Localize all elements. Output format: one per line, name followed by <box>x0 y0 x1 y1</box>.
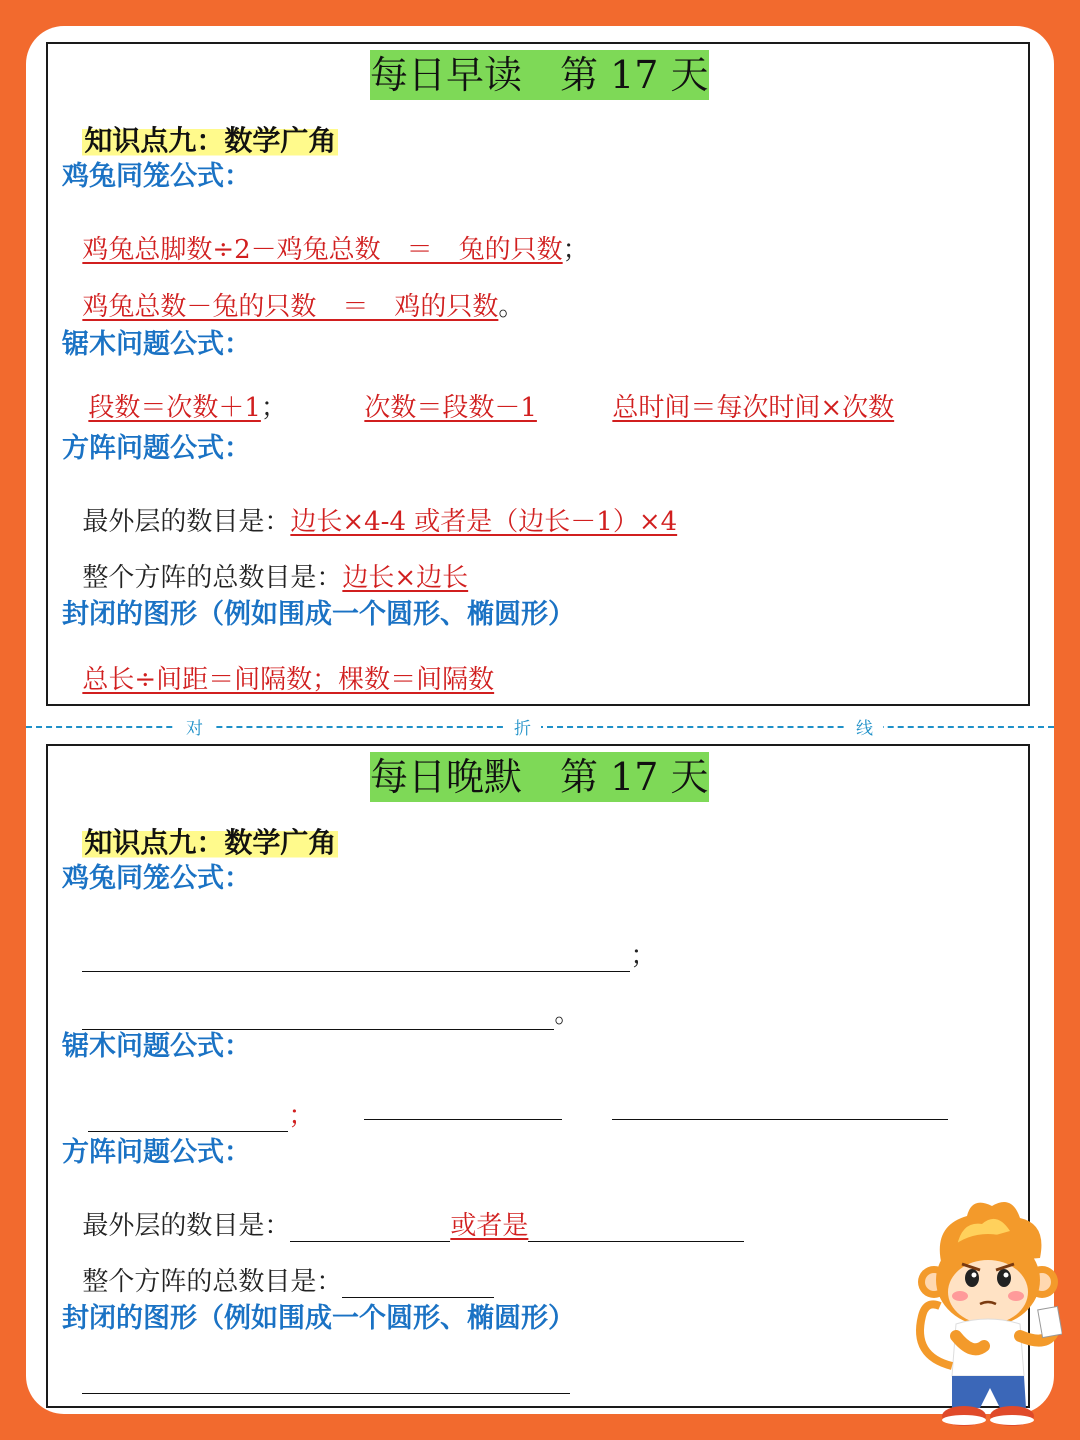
punct: ； <box>630 941 657 971</box>
formula-outer: 边长×4-4 或者是（边长－1）×4 <box>290 507 678 537</box>
evening-saw-blank-3 <box>592 1076 948 1139</box>
total-label: 整个方阵的总数目是： <box>82 563 343 593</box>
punct: 。 <box>498 292 525 322</box>
formula-closed: 总长÷间距＝间隔数；棵数＝间隔数 <box>82 665 495 695</box>
formula-total-time: 总时间＝每次时间×次数 <box>612 393 895 423</box>
morning-heading-saw: 锯木问题公式： <box>62 329 251 360</box>
morning-saw-formula-2 <box>344 368 537 443</box>
evening-heading-chicken-rabbit: 鸡兔同笼公式： <box>62 863 251 894</box>
answer-blank[interactable] <box>82 947 630 972</box>
fold-label-left: 对 <box>176 714 213 739</box>
evening-saw-blank-2 <box>344 1076 562 1139</box>
morning-title: 每日早读 第 17 天 <box>370 50 709 100</box>
punct: ； <box>288 1101 315 1131</box>
answer-blank[interactable] <box>364 1095 562 1120</box>
morning-topic: 知识点九：数学广角 <box>84 124 337 157</box>
morning-heading-chicken-rabbit: 鸡兔同笼公式： <box>62 161 251 192</box>
monkey-mascot-icon <box>912 1196 1062 1432</box>
fold-line <box>26 716 1054 739</box>
total-label: 整个方阵的总数目是： <box>82 1267 343 1297</box>
punct: ； <box>562 235 589 265</box>
formula-cuts: 次数＝段数－1 <box>364 393 537 423</box>
evening-title: 每日晚默 第 17 天 <box>370 752 709 802</box>
answer-blank[interactable] <box>528 1217 744 1242</box>
morning-heading-square: 方阵问题公式： <box>62 433 251 464</box>
outer-label: 最外层的数目是： <box>82 1211 291 1241</box>
morning-closed-formula <box>62 640 494 715</box>
evening-topic: 知识点九：数学广角 <box>84 826 337 859</box>
formula-chicken-count: 鸡兔总数－兔的只数 ＝ 鸡的只数 <box>82 292 499 322</box>
evening-closed-blank <box>62 1350 570 1413</box>
or-text: 或者是 <box>450 1211 529 1241</box>
answer-blank[interactable] <box>342 1273 494 1298</box>
evening-recitation-card <box>46 744 1030 1408</box>
answer-blank[interactable] <box>612 1095 948 1120</box>
formula-rabbit-count: 鸡兔总脚数÷2－鸡兔总数 ＝ 兔的只数 <box>82 235 563 265</box>
morning-reading-card <box>46 42 1030 706</box>
punct: 。 <box>554 999 581 1029</box>
morning-heading-closed: 封闭的图形（例如围成一个圆形、椭圆形） <box>62 599 575 630</box>
evening-heading-closed: 封闭的图形（例如围成一个圆形、椭圆形） <box>62 1303 575 1334</box>
formula-segments: 段数＝次数＋1 <box>88 393 261 423</box>
morning-saw-formula-3 <box>592 368 894 443</box>
fold-label-middle: 折 <box>504 714 541 739</box>
punct: ； <box>260 393 287 423</box>
fold-label-right: 线 <box>846 714 883 739</box>
evening-heading-saw: 锯木问题公式： <box>62 1031 251 1062</box>
evening-heading-square: 方阵问题公式： <box>62 1137 251 1168</box>
answer-blank[interactable] <box>88 1107 288 1132</box>
answer-blank[interactable] <box>290 1217 450 1242</box>
answer-blank[interactable] <box>82 1369 570 1394</box>
formula-total: 边长×边长 <box>342 563 469 593</box>
outer-label: 最外层的数目是： <box>82 507 291 537</box>
